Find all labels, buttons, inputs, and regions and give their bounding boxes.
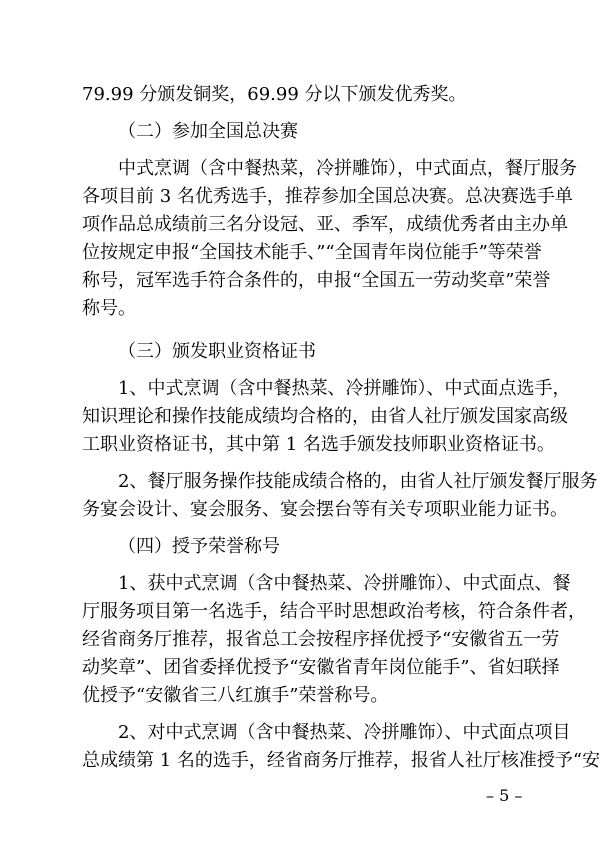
paragraph-line: 称号。 <box>82 298 136 319</box>
paragraph-line: 中式烹调（含中餐热菜，冷拼雕饰），中式面点，餐厅服务 <box>118 158 577 179</box>
paragraph-line: 经省商务厅推荐，报省总工会按程序择优授予“安徽省五一劳 <box>82 629 560 650</box>
section-heading: （二）参加全国总决赛 <box>118 121 298 142</box>
paragraph-line: 位按规定申报“全国技术能手、”“全国青年岗位能手”等荣誉 <box>82 242 542 263</box>
paragraph-line: 2、对中式烹调（含中餐热菜、冷拼雕饰）、中式面点项目 <box>118 722 571 743</box>
paragraph-line: 1、中式烹调（含中餐热菜、冷拼雕饰）、中式面点选手， <box>118 378 571 399</box>
section-heading: （三）颁发职业资格证书 <box>118 341 316 362</box>
paragraph-line: 总成绩第 1 名的选手，经省商务厅推荐，报省人社厅核准授予“安 <box>82 750 600 771</box>
paragraph-line: 79.99 分颁发铜奖，69.99 分以下颁发优秀奖。 <box>82 84 467 105</box>
paragraph-line: 优授予“安徽省三八红旗手”荣誉称号。 <box>82 685 389 706</box>
paragraph-line: 务宴会设计、宴会服务、宴会摆台等有关专项职业能力证书。 <box>82 499 568 520</box>
paragraph-line: 知识理论和操作技能成绩均合格的，由省人社厅颁发国家高级 <box>82 406 568 427</box>
paragraph-line: 项作品总成绩前三名分设冠、亚、季军，成绩优秀者由主办单 <box>82 214 568 235</box>
paragraph-line: 称号，冠军选手符合条件的，申报“全国五一劳动奖章”荣誉 <box>82 270 551 291</box>
section-heading: （四）授予荣誉称号 <box>118 536 280 557</box>
paragraph-line: 2、餐厅服务操作技能成绩合格的，由省人社厅颁发餐厅服务 <box>118 471 598 492</box>
paragraph-line: 厅服务项目第一名选手，结合平时思想政治考核，符合条件者， <box>82 601 586 622</box>
paragraph-line: 工职业资格证书，其中第 1 名选手颁发技师职业资格证书。 <box>82 434 555 455</box>
page-number: – 5 – <box>486 786 523 805</box>
paragraph-line: 各项目前 3 名优秀选手，推荐参加全国总决赛。总决赛选手单 <box>82 186 573 207</box>
paragraph-line: 1、获中式烹调（含中餐热菜、冷拼雕饰）、中式面点、餐 <box>118 573 571 594</box>
paragraph-line: 动奖章”、团省委择优授予“安徽省青年岗位能手”、省妇联择 <box>82 657 560 678</box>
